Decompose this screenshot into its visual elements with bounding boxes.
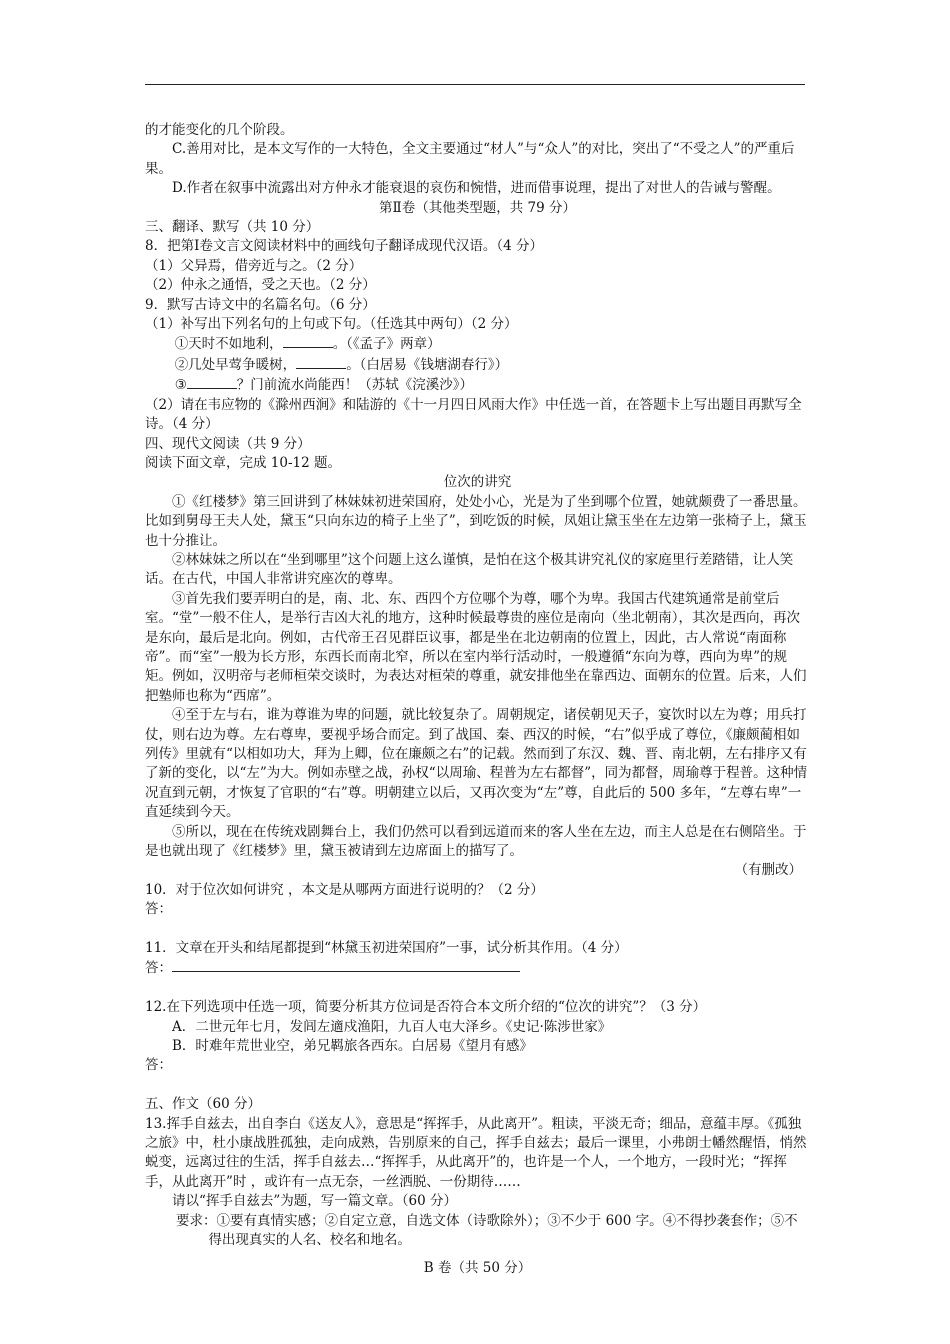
fill-blank[interactable] [283, 334, 333, 348]
question-10: 10．对于位次如何讲究 ，本文是从哪两方面进行说明的？（2 分） [145, 881, 544, 898]
question-11: 11．文章在开头和结尾都提到“林黛玉初进荣国府”一事，试分析其作用。（4 分） [145, 940, 628, 957]
article-paragraph-5: ⑤所以，现在在传统戏剧舞台上，我们仍然可以看到远道而来的客人坐在左边，而主人总是在右侧陪坐。于是也就出现了《红楼梦》里，黛玉被请到左边席面上的描写了。 [145, 823, 807, 860]
text-line: 的才能变化的几个阶段。 [145, 122, 294, 138]
question-13: 13.挥手自兹去，出自李白《送友人》，意思是“挥挥手，从此离开”。粗读，平淡无奇；细品，意蕴丰厚。《孤独之旅》中，杜小康战胜孤独，走向成熟，告别原来的自己，挥手自兹去；最后一课里，小弗朗士幡然醒悟，悄然蜕变，远离过往的生活，挥手自兹去…“挥挥手，从此离开”的，也许是一个人，一个地方，一段时光；“挥挥手，从此离开”时 ，或许有一点无奈，一丝洒脱、一份期待…… [145, 1115, 807, 1190]
header-rule [145, 84, 805, 85]
option-d: D.作者在叙事中流露出对方仲永才能衰退的哀伤和惋惜，进而借事说理，提出了对世人的告诫与警醒。 [172, 180, 781, 197]
question-8-1: （1）父异焉，借旁近与之。（2 分） [145, 257, 363, 274]
article-paragraph-4: ④至于左与右，谁为尊谁为卑的问题，就比较复杂了。周朝规定，诸侯朝见天子，宴饮时以左为尊；用兵打仗，则右边为尊。左右尊卑，要视乎场合而定。到了战国、秦、西汉的时候，“右”似乎成了尊位，《廉颇蔺相如列传》里就有“以相如功大，拜为上卿，位在廉颇之右”的记载。然而到了东汉、魏、晋、南北朝，左右排序又有了新的变化，以“左”为大。例如赤壁之战，孙权“以周瑜、程普为左右都督”，同为都督，周瑜尊于程普。这种情况直到元朝，才恢复了官职的“右”尊。明朝建立以后，又再次变为“左”尊，自此后的 500 多年，“左尊右卑”一直延续到今天。 [145, 707, 808, 821]
section-title-b: B 卷（共 50 分） [423, 1259, 532, 1276]
exam-page [145, 121, 810, 1278]
fill-item-3: ③ ？门前流水尚能西！（苏轼《浣溪沙》） [174, 377, 474, 394]
answer-line: 答： [145, 958, 810, 978]
essay-requirements: 要求：①要有真情实感；②自定立意，自选文体（诗歌除外）；③不少于 600 字。④不得抄袭套作；⑤不得出现真实的人名、校名和地名。 [176, 1212, 798, 1249]
article-paragraph-1: ①《红楼梦》第三回讲到了林妹妹初进荣国府，处处小心，光是为了坐到哪个位置，她就颇费了一番思量。比如到舅母王夫人处，黛玉“只向东边的椅子上坐了”，到吃饭的时候，凤姐让黛玉坐在左边第一张椅子上，黛玉也十分推让。 [145, 493, 807, 549]
article-paragraph-3: ③首先我们要弄明白的是，南、北、东、西四个方位哪个为尊，哪个为卑。我国古代建筑通常是前堂后室。“堂”一般不住人，是举行吉凶大礼的地方，这种时候最尊贵的座位是南向（坐北朝南），其次是西向，再次是东向，最后是北向。例如，古代帝王召见群臣议事，都是坐在北边朝南的位置上，因此，古人常说“南面称帝”。而“室”一般为长方形，东西长而南北窄，所以在室内举行活动时，一般遵循“东向为尊，西向为卑”的规矩。例如，汉明帝与老师桓荣交谈时，为表达对桓荣的尊重，就安排他坐在靠西边、面朝东的位置。后来，人们把塾师也称为“西席”。 [145, 590, 807, 704]
fill-blank[interactable] [187, 375, 237, 389]
question-9-2: （2）请在韦应物的《滁州西涧》和陆游的《十一月四日风雨大作》中任选一首，在答题卡上写出题目再默写全诗。（4 分） [145, 396, 802, 433]
question-12: 12.在下列选项中任选一项，简要分析其方位词是否符合本文所介绍的“位次的讲究”？（3 分） [145, 999, 707, 1016]
fill-blank[interactable] [296, 355, 346, 369]
question-8: 8．把第Ⅰ卷文言文阅读材料中的画线句子翻译成现代汉语。（4 分） [145, 238, 544, 255]
question-9: 9．默写古诗文中的名篇名句。（6 分） [145, 296, 376, 313]
answer-blank[interactable] [172, 958, 520, 972]
fill-item-2: ②几处早莺争暖树， 。（白居易《钱塘湖春行》） [174, 356, 509, 373]
section-heading-3: 三、翻译、默写（共 10 分） [145, 219, 320, 236]
essay-prompt: 请以“挥手自兹去”为题，写一篇文章。（60 分） [172, 1193, 458, 1210]
option-a: A．二世元年七月，发闾左適戍渔阳，九百人屯大泽乡。《史记·陈涉世家》 [172, 1018, 612, 1035]
article-title: 位次的讲究 [443, 474, 512, 491]
section-heading-5: 五、作文（60 分） [145, 1096, 261, 1113]
option-b: B．时难年荒世业空，弟兄羁旅各西东。白居易《望月有感》 [172, 1038, 533, 1055]
section-title-vol2: 第Ⅱ卷（其他类型题，共 79 分） [379, 199, 576, 216]
answer-label: 答： [145, 901, 172, 918]
article-paragraph-2: ②林妹妹之所以在“坐到哪里”这个问题上这么谨慎，是怕在这个极其讲究礼仪的家庭里行差踏错，让人笑话。在古代，中国人非常讲究座次的尊卑。 [145, 551, 794, 588]
answer-label: 答： [145, 1057, 172, 1074]
reading-instruction: 阅读下面文章，完成 10-12 题。 [145, 454, 342, 471]
section-heading-4: 四、现代文阅读（共 9 分） [145, 435, 311, 452]
question-9-1: （1）补写出下列名句的上句或下句。（任选其中两句）（2 分） [145, 316, 518, 333]
fill-item-1: ①天时不如地利， 。（《孟子》两章） [174, 336, 441, 353]
edit-note: （有删改） [734, 862, 802, 879]
option-c: C.善用对比，是本文写作的一大特色，全文主要通过“材人”与“众人”的对比，突出了“不受之人”的严重后果。 [145, 141, 795, 177]
question-8-2: （2）仲永之通悟，受之天也。（2 分） [145, 277, 376, 294]
